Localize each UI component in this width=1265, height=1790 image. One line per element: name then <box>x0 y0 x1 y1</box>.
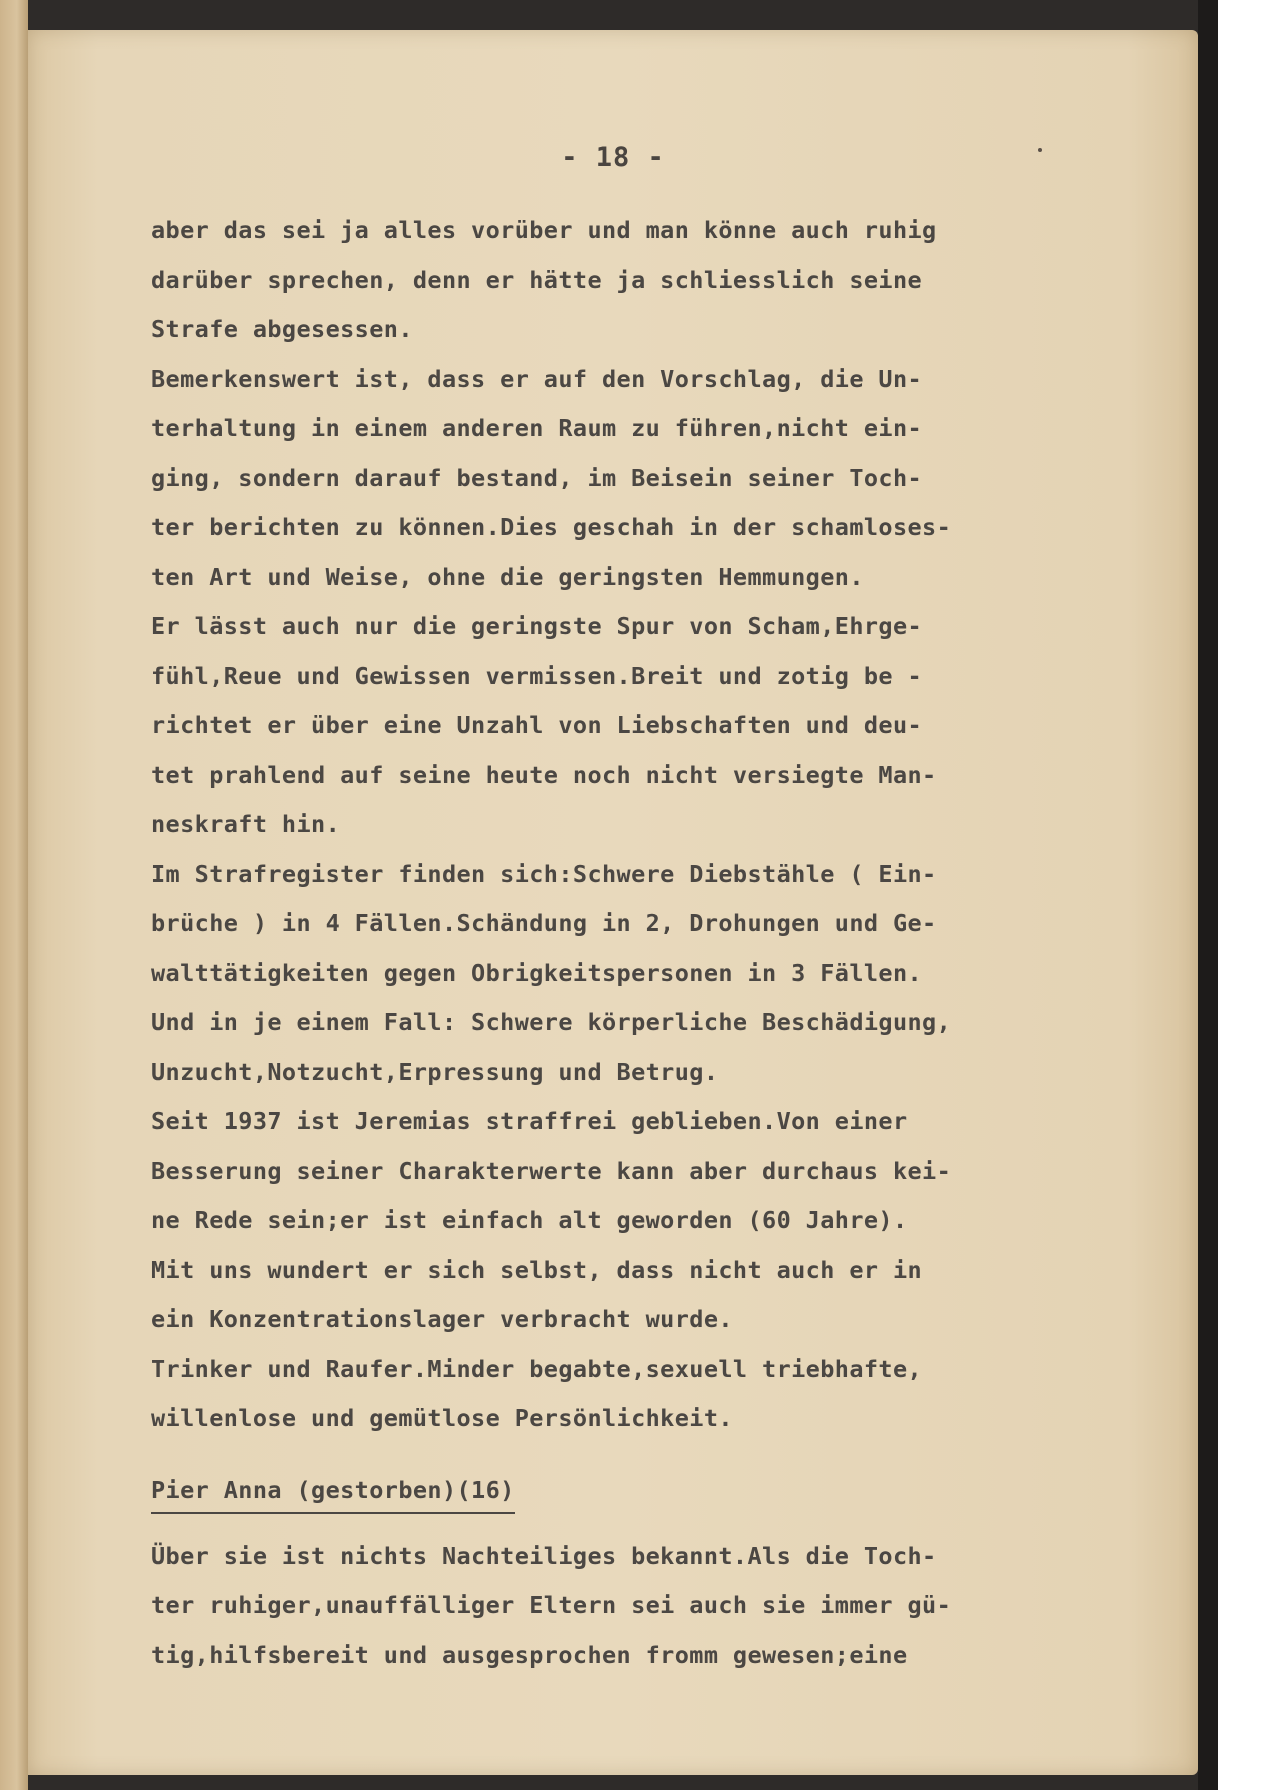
text-line: Über sie ist nichts Nachteiliges bekannt.Als die Toch- <box>151 1541 937 1570</box>
text-line: darüber sprechen, denn er hätte ja schliesslich seine <box>151 265 923 294</box>
text-line: Er lässt auch nur die geringste Spur von Scham,Ehrge- <box>151 612 923 640</box>
text-line: fühl,Reue und Gewissen vermissen.Breit und zotig be - <box>151 661 923 690</box>
text-line: Im Strafregister finden sich:Schwere Diebstähle ( Ein- <box>151 859 937 888</box>
text-line: ten Art und Weise, ohne die geringsten Hemmungen. <box>151 562 864 591</box>
text-line: aber das sei ja alles vorüber und man könne auch ruhig <box>151 216 937 244</box>
text-line: Mit uns wundert er sich selbst, dass nicht auch er in <box>151 1255 923 1284</box>
page-body <box>151 206 1161 1680</box>
typewritten-page <box>28 30 1198 1775</box>
text-line: brüche ) in 4 Fällen.Schändung in 2, Drohungen und Ge- <box>151 909 937 937</box>
text-line: ter berichten zu können.Dies geschah in der schamloses- <box>151 513 952 541</box>
section-heading: Pier Anna (gestorben)(16) <box>151 1470 515 1514</box>
text-block-jeremias <box>151 206 1161 1444</box>
text-line: willenlose und gemütlose Persönlichkeit. <box>151 1404 733 1432</box>
text-line: Und in je einem Fall: Schwere körperliche Beschädigung, <box>151 1008 952 1036</box>
margin-background <box>1218 0 1265 1790</box>
text-line: Strafe abgesessen. <box>151 315 413 343</box>
text-line: tet prahlend auf seine heute noch nicht versiegte Man- <box>151 760 937 789</box>
section-heading-block <box>151 1470 1161 1532</box>
text-line: Seit 1937 ist Jeremias straffrei geblieben.Von einer <box>151 1107 908 1135</box>
text-line: neskraft hin. <box>151 810 341 838</box>
text-line: ter ruhiger,unauffälliger Eltern sei auch sie immer gü- <box>151 1591 952 1619</box>
text-line: Trinker und Raufer.Minder begabte,sexuell triebhafte, <box>151 1354 923 1383</box>
text-line: ging, sondern darauf bestand, im Beisein seiner Toch- <box>151 463 923 492</box>
text-line: terhaltung in einem anderen Raum zu führen,nicht ein- <box>151 414 923 442</box>
text-line: Besserung seiner Charakterwerte kann aber durchaus kei- <box>151 1156 952 1185</box>
text-line: tig,hilfsbereit und ausgesprochen fromm gewesen;eine <box>151 1640 908 1669</box>
text-line: Bemerkenswert ist, dass er auf den Vorschlag, die Un- <box>151 364 923 393</box>
text-line: Unzucht,Notzucht,Erpressung und Betrug. <box>151 1057 719 1086</box>
text-line: walttätigkeiten gegen Obrigkeitspersonen in 3 Fällen. <box>151 958 923 987</box>
ink-dot <box>1038 148 1042 152</box>
text-line: ne Rede sein;er ist einfach alt geworden (60 Jahre). <box>151 1206 908 1234</box>
left-page-edge <box>0 0 28 1790</box>
text-line: ein Konzentrationslager verbracht wurde. <box>151 1305 733 1333</box>
scanner-border <box>1198 0 1218 1790</box>
text-block-anna <box>151 1532 1161 1681</box>
page-number: - 18 - <box>561 142 665 173</box>
text-line: richtet er über eine Unzahl von Liebschaften und deu- <box>151 711 923 739</box>
